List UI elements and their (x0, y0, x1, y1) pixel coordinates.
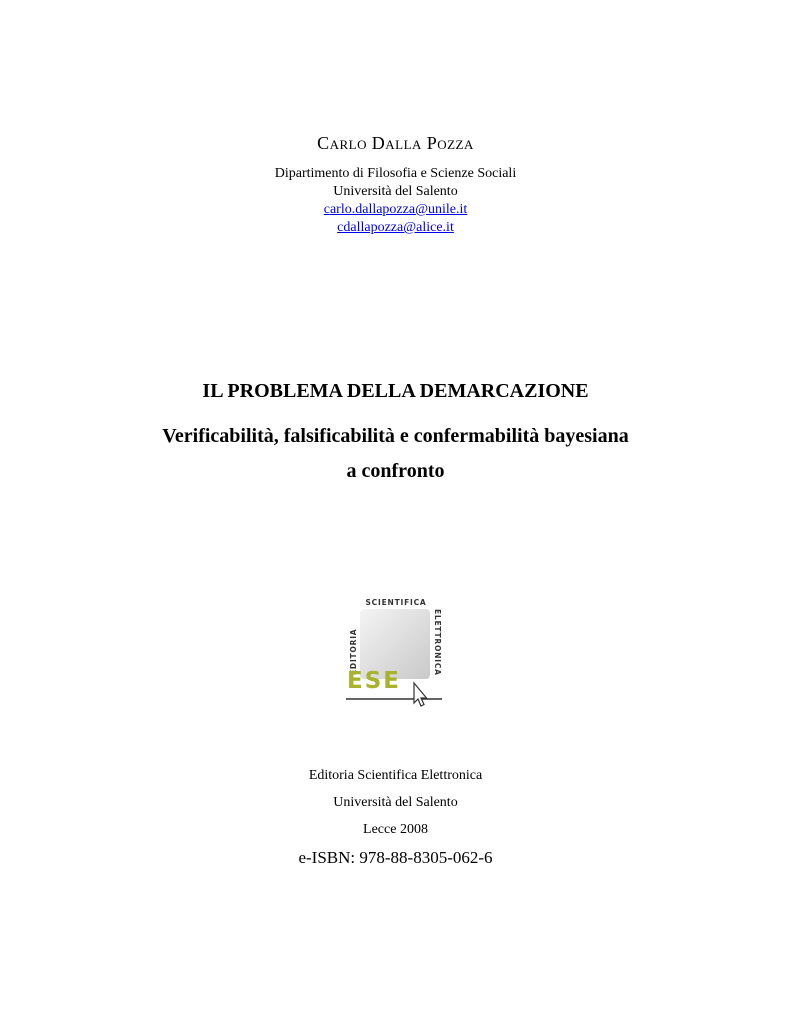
logo-top-text: SCIENTIFICA (365, 598, 427, 607)
ese-logo (342, 595, 446, 710)
author-last-rest: OZZA (437, 137, 474, 152)
email-link-1[interactable]: carlo.dallapozza@unile.it (323, 202, 468, 217)
email-link-2[interactable]: cdallapozza@alice.it (337, 220, 454, 235)
author-last-initial: P (426, 133, 438, 153)
logo-right-text: ELETTRONICA (433, 609, 442, 676)
author-mid-rest: ALLA (385, 137, 422, 152)
author-first-initial: C (317, 133, 330, 153)
publisher-name: Editoria Scientifica Elettronica (308, 768, 483, 783)
logo-main-text: ESE (347, 668, 401, 694)
publisher-university: Università del Salento (333, 795, 458, 810)
author-name (0, 133, 791, 154)
department: Dipartimento di Filosofia e Scienze Sociali (274, 166, 517, 181)
document-title: IL PROBLEMA DELLA DEMARCAZIONE (202, 380, 589, 402)
cursor-icon (414, 683, 427, 706)
logo-left-text: EDITORIA (349, 628, 358, 675)
author-mid-initial: D (371, 133, 386, 153)
author-first-rest: ARLO (329, 137, 368, 152)
affiliation-university: Università del Salento (333, 184, 458, 199)
isbn: e-ISBN: 978-88-8305-062-6 (298, 848, 493, 867)
publisher-place-year: Lecce 2008 (363, 822, 428, 837)
document-subtitle-line2: a confronto (346, 460, 445, 482)
document-subtitle-line1: Verificabilità, falsificabilità e confermabilità bayesiana (162, 425, 629, 447)
